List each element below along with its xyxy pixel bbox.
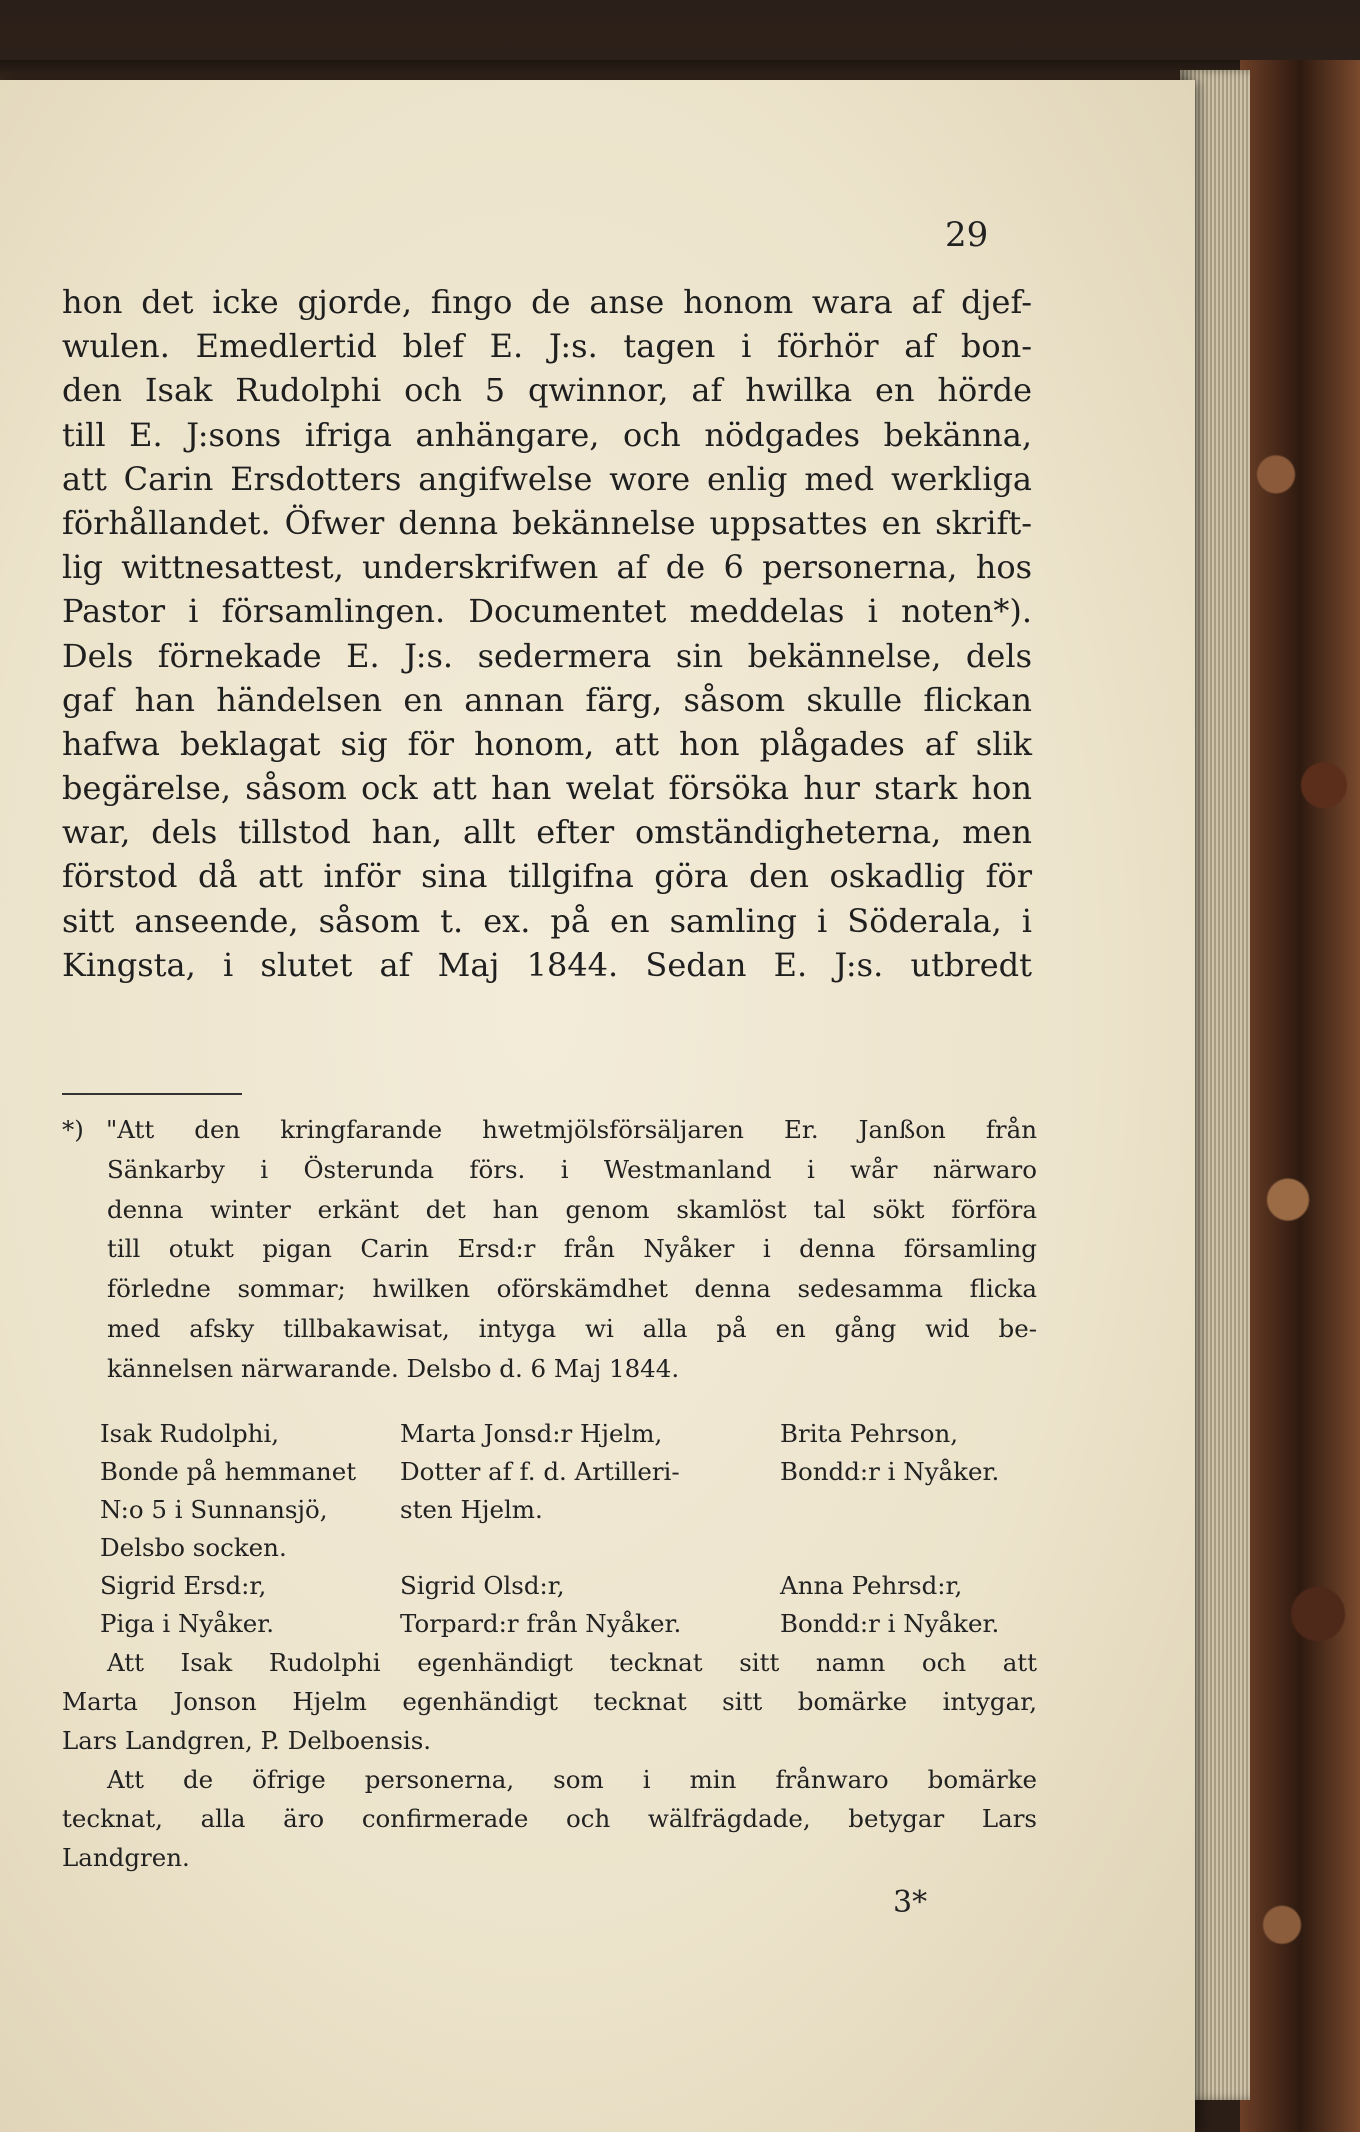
footnote-line [62, 1229, 1037, 1269]
footnote-rule [62, 1093, 242, 1095]
signature-cell [780, 1491, 1040, 1529]
footnote-text: förledne sommar; hwilken oförskämdhet denna sedesamma flicka [107, 1274, 1037, 1304]
marbled-book-cover [1240, 60, 1360, 2132]
signature-cell: Brita Pehrson, [780, 1419, 959, 1448]
footnote-text: Sänkarby i Österunda förs. i Westmanland i wår närwaro [107, 1154, 1037, 1184]
signature-cell: Isak Rudolphi, [100, 1419, 280, 1448]
footnote-line [62, 1150, 1037, 1190]
signature-cell: Sigrid Ersd:r, [100, 1571, 267, 1600]
signature-row [100, 1529, 1040, 1567]
signature-cell: Dotter af f. d. Artilleri- [400, 1457, 680, 1486]
signature-cell: Anna Pehrsd:r, [780, 1571, 963, 1600]
footnote-marker: *) [62, 1115, 84, 1144]
body-line: gaf han händelsen en annan färg, såsom skulle flickan [62, 680, 1032, 719]
body-line: war, dels tillstod han, allt efter omständigheterna, men [62, 813, 1032, 852]
signature-row [100, 1491, 1040, 1529]
body-line: lig wittnesattest, underskrifwen af de 6 personerna, hos [62, 548, 1032, 587]
body-line: hon det icke gjorde, fingo de anse honom wara af djef- [62, 283, 1032, 321]
body-line: Dels förnekade E. J:s. sedermera sin bekännelse, dels [62, 636, 1032, 675]
body-line: den Isak Rudolphi och 5 qwinnor, af hwilka en hörde [62, 371, 1032, 410]
attestation-2 [62, 1760, 1037, 1877]
signature-cell [400, 1529, 780, 1567]
signature-cell [780, 1529, 1040, 1567]
body-line: wulen. Emedlertid blef E. J:s. tagen i förhör af bon- [62, 327, 1032, 366]
footnote [62, 1110, 1037, 1389]
signature-row [100, 1567, 1040, 1605]
footnote-line [62, 1349, 1037, 1389]
attestation-line: Landgren. [62, 1843, 190, 1872]
signature-cell: Marta Jonsd:r Hjelm, [400, 1419, 663, 1448]
signature-cell: N:o 5 i Sunnansjö, [100, 1495, 328, 1524]
footnote-line [62, 1190, 1037, 1230]
footnote-text: med afsky tillbakawisat, intyga wi alla på en gång wid be- [107, 1313, 1037, 1343]
body-line: förhållandet. Öfwer denna bekännelse uppsattes en skrift- [62, 503, 1032, 542]
footnote-line [62, 1309, 1037, 1349]
signature-row [100, 1415, 1040, 1453]
footnote-text: till otukt pigan Carin Ersd:r från Nyåker i denna församling [107, 1234, 1037, 1264]
body-text [62, 280, 1032, 987]
body-line: Pastor i församlingen. Documentet meddelas i noten*). [62, 592, 1032, 631]
signature-block [100, 1415, 1040, 1643]
attestation-line: tecknat, alla äro confirmerade och wälfrägdade, betygar Lars [62, 1804, 1037, 1833]
signature-cell: sten Hjelm. [400, 1495, 543, 1524]
signature-cell: Bonde på hemmanet [100, 1457, 357, 1486]
body-line: Kingsta, i slutet af Maj 1844. Sedan E. J:s. utbredt [62, 945, 1032, 984]
page-number: 29 [945, 215, 989, 255]
footnote-line [62, 1110, 1037, 1150]
attestation-line: Att de öfrige personerna, som i min frånwaro bomärke [107, 1765, 1037, 1794]
attestation-line: Lars Landgren, P. Delboensis. [62, 1726, 432, 1755]
signature-cell: Bondd:r i Nyåker. [780, 1457, 1000, 1486]
signature-cell: Sigrid Olsd:r, [400, 1571, 565, 1600]
body-line: begärelse, såsom ock att han welat försöka hur stark hon [62, 769, 1032, 808]
body-line: till E. J:sons ifriga anhängare, och nödgades bekänna, [62, 415, 1032, 454]
signature-cell: Bondd:r i Nyåker. [780, 1609, 1000, 1638]
body-line: att Carin Ersdotters angifwelse wore enlig med werkliga [62, 459, 1032, 498]
attestation-1 [62, 1643, 1037, 1760]
footnote-text: kännelsen närwarande. Delsbo d. 6 Maj 1844. [107, 1353, 680, 1383]
signature-mark: 3* [893, 1885, 928, 1920]
signature-cell: Torpard:r från Nyåker. [400, 1609, 682, 1638]
signature-cell: Delsbo socken. [100, 1533, 287, 1562]
body-line: förstod då att inför sina tillgifna göra den oskadlig för [62, 857, 1032, 896]
signature-row [100, 1453, 1040, 1491]
signature-cell: Piga i Nyåker. [100, 1609, 275, 1638]
footnote-text: denna winter erkänt det han genom skamlöst tal sökt förföra [107, 1194, 1037, 1224]
body-line: hafwa beklagat sig för honom, att hon plågades af slik [62, 724, 1032, 763]
footnote-line [62, 1269, 1037, 1309]
body-line: sitt anseende, såsom t. ex. på en samling i Söderala, i [62, 901, 1032, 940]
signature-row [100, 1605, 1040, 1643]
footnote-text: "Att den kringfarande hwetmjölsförsäljaren Er. Janßon från [106, 1115, 1037, 1144]
attestation-line: Att Isak Rudolphi egenhändigt tecknat sitt namn och att [107, 1648, 1037, 1677]
attestation-line: Marta Jonson Hjelm egenhändigt tecknat sitt bomärke intygar, [62, 1687, 1037, 1716]
